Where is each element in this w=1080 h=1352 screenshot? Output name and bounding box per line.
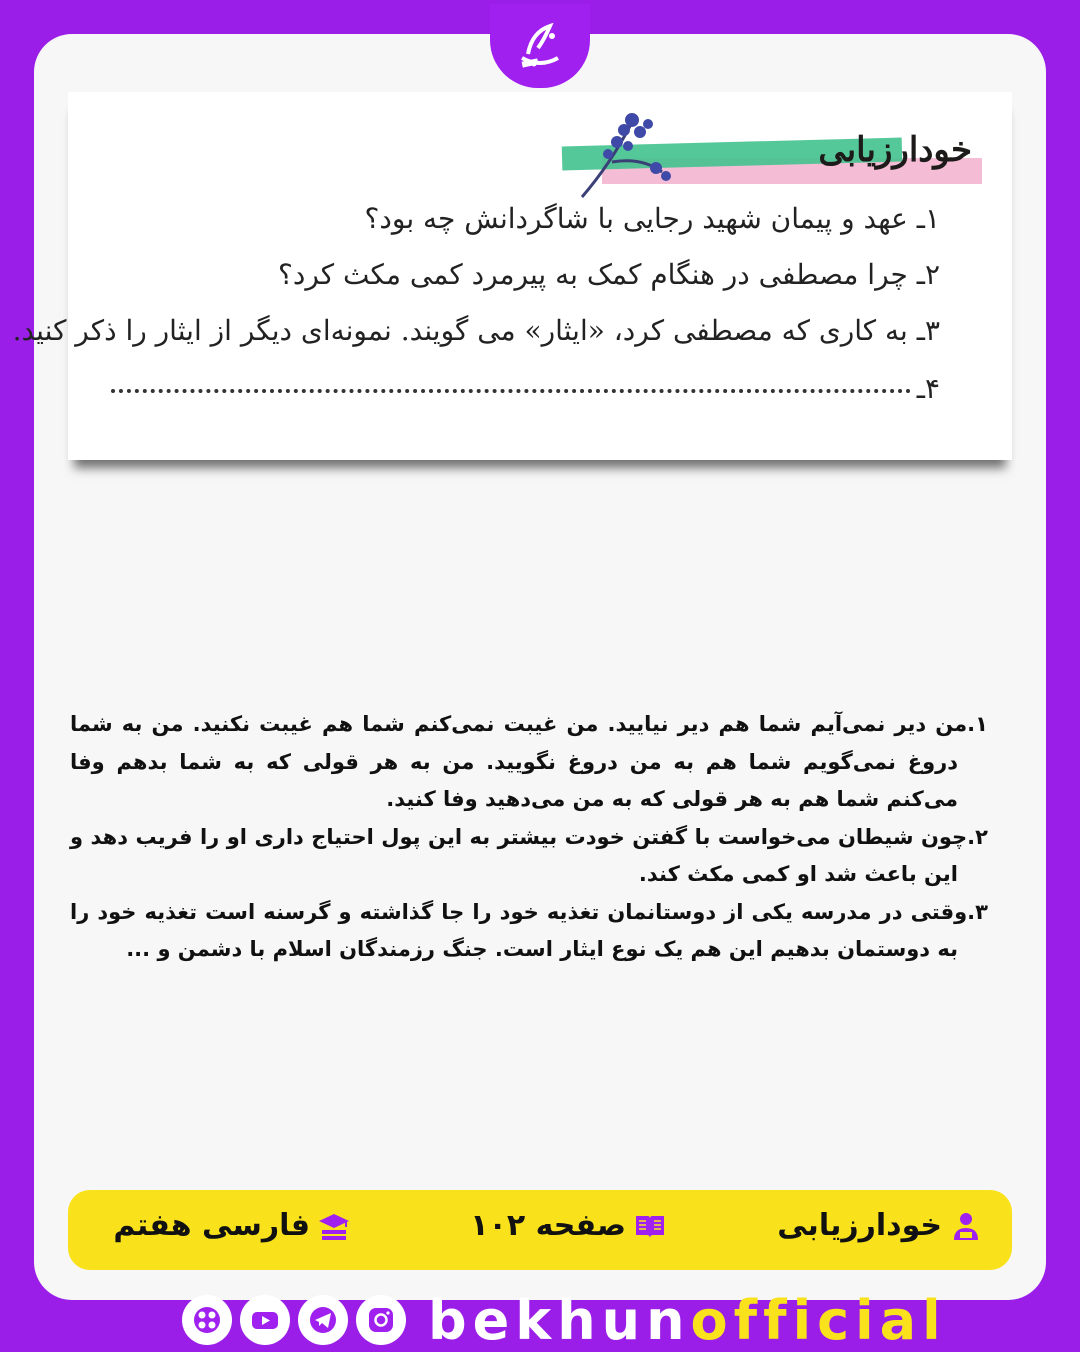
textbook-heading [552, 122, 982, 192]
footer-topic [777, 1208, 982, 1243]
social-instagram[interactable] [356, 1295, 406, 1345]
dotted-answer-line [111, 389, 911, 393]
answer-1: ۱.من دیر نمی‌آیم شما هم دیر نیایید. من غیبت نمی‌کنم شما هم غیبت نکنید. من به شما دروغ نمی‌گویم شما هم به من دروغ نگویید. من به هر قولی که به شما بدهم وفا می‌کنم شما هم به هر قولی که به من می‌دهید وفا کنید. [70, 712, 988, 811]
telegram-icon [307, 1304, 339, 1336]
footer-info-bar [68, 1190, 1012, 1270]
open-book-icon [634, 1210, 666, 1242]
answer-2: ۲.چون شیطان می‌خواست با گفتن خودت بیشتر به این پول احتیاج داری او را فریب دهد و این باعث شد او کمی مکث کند. [70, 824, 988, 886]
textbook-excerpt [12, 92, 1012, 460]
handle-part-2: official [690, 1288, 947, 1352]
answers-block [70, 706, 988, 969]
question-3: ۳ـ به کاری که مصطفی کرد، «ایثار» می گویند. نمونه‌ای دیگر از ایثار را ذکر کنید. [12, 314, 940, 347]
social-bar [182, 1290, 947, 1350]
instagram-icon [365, 1304, 397, 1336]
social-youtube[interactable] [240, 1295, 290, 1345]
flower-illustration-icon [562, 102, 682, 202]
footer-subject [113, 1208, 350, 1243]
question-2: ۲ـ چرا مصطفی در هنگام کمک به پیرمرد کمی مکث کرد؟ [278, 258, 940, 291]
footer-topic-label: خودارزیابی [777, 1208, 942, 1243]
bekhun-logo-icon [508, 14, 572, 78]
question-4-number: ۴ـ [916, 372, 940, 405]
graduation-cap-icon [318, 1210, 350, 1242]
question-4 [111, 372, 940, 405]
teacher-icon [950, 1210, 982, 1242]
textbook-title: خودارزیابی [818, 130, 972, 170]
question-1: ۱ـ عهد و پیمان شهید رجایی با شاگردانش چه بود؟ [364, 202, 940, 235]
youtube-icon [249, 1304, 281, 1336]
social-telegram[interactable] [298, 1295, 348, 1345]
footer-page-label: صفحه ۱۰۲ [470, 1208, 626, 1243]
social-aparat[interactable] [182, 1295, 232, 1345]
footer-page [470, 1208, 666, 1243]
answer-3: ۳.وقتی در مدرسه یکی از دوستانمان تغذیه خود را جا گذاشته و گرسنه است تغذیه خود را به دوستمان بدهیم این هم یک نوع ایثار است. جنگ رزمندگان اسلام با دشمن و ... [70, 899, 988, 961]
handle-part-1: bekhun [428, 1288, 691, 1352]
aparat-icon [191, 1304, 223, 1336]
footer-subject-label: فارسی هفتم [113, 1208, 310, 1243]
brand-handle[interactable] [428, 1289, 947, 1352]
